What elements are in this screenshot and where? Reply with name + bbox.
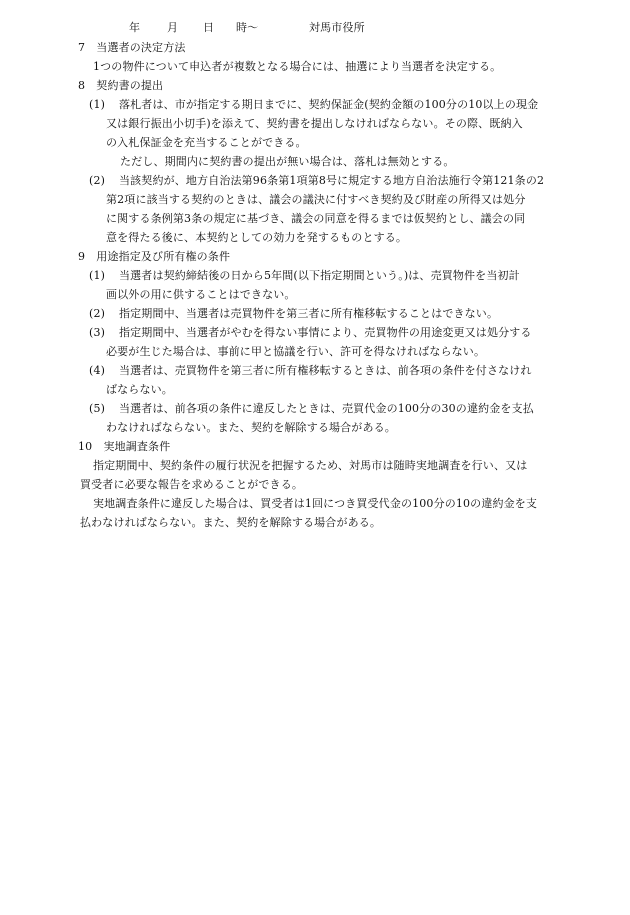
section-8-item-1-number: (1)	[89, 98, 106, 111]
section-9-item-1-line-1: 当選者は契約締結後の日から5年間(以下指定期間という。)は、売買物件を当初計	[119, 269, 520, 282]
section-9-item-2-number: (2)	[89, 307, 106, 320]
section-8-item-1-line-4: ただし、期間内に契約書の提出が無い場合は、落札は無効とする。	[120, 155, 455, 168]
section-9-item-1-number: (1)	[89, 269, 106, 282]
section-10-paragraph-1-line-2: 買受者に必要な報告を求めることができる。	[80, 478, 303, 491]
section-9-heading: 9 用途指定及び所有権の条件	[78, 250, 231, 263]
section-9-item-5-number: (5)	[89, 402, 106, 415]
section-9-item-5-line-2: わなければならない。また、契約を解除する場合がある。	[106, 421, 396, 434]
header-month: 月	[167, 21, 179, 34]
section-8-item-2-line-2: 第2項に該当する契約のときは、議会の議決に付すべき契約及び財産の所得又は処分	[106, 193, 526, 206]
section-10-heading: 10 実地調査条件	[78, 440, 171, 453]
section-9-item-3-number: (3)	[89, 326, 106, 339]
header-hour: 時〜	[236, 21, 259, 34]
section-9-item-4-line-2: ばならない。	[106, 383, 173, 396]
section-9-item-3-line-2: 必要が生じた場合は、事前に甲と協議を行い、許可を得なければならない。	[106, 345, 486, 358]
section-7-text: 1つの物件について申込者が複数となる場合には、抽選により当選者を決定する。	[93, 60, 502, 73]
section-9-item-4-line-1: 当選者は、売買物件を第三者に所有権移転するときは、前各項の条件を付さなけれ	[119, 364, 532, 377]
section-9-item-2-line-1: 指定期間中、当選者は売買物件を第三者に所有権移転することはできない。	[119, 307, 499, 320]
header-year: 年	[129, 21, 141, 34]
section-9-item-5-line-1: 当選者は、前各項の条件に違反したときは、売買代金の100分の30の違約金を支払	[119, 402, 534, 415]
section-8-item-2-line-3: に関する条例第3条の規定に基づき、議会の同意を得るまでは仮契約とし、議会の同	[106, 212, 526, 225]
section-9-item-4-number: (4)	[89, 364, 106, 377]
section-8-heading: 8 契約書の提出	[78, 79, 164, 92]
section-8-item-1-line-3: の入札保証金を充当することができる。	[106, 136, 307, 149]
section-8-item-2-number: (2)	[89, 174, 106, 187]
section-8-item-1-line-1: 落札者は、市が指定する期日までに、契約保証金(契約金額の100分の10以上の現金	[119, 98, 539, 111]
header-day: 日	[203, 21, 215, 34]
section-9-item-1-line-2: 画以外の用に供することはできない。	[106, 288, 296, 301]
section-8-item-2-line-1: 当該契約が、地方自治法第96条第1項第8号に規定する地方自治法施行令第121条の2	[119, 174, 545, 187]
section-10-paragraph-2-line-2: 払わなければならない。また、契約を解除する場合がある。	[80, 516, 382, 529]
section-7-heading: 7 当選者の決定方法	[78, 41, 186, 54]
section-8-item-2-line-4: 意を得たる後に、本契約としての効力を発するものとする。	[106, 231, 408, 244]
header-office: 対馬市役所	[309, 21, 365, 34]
section-10-paragraph-2-line-1: 実地調査条件に違反した場合は、買受者は1回につき買受代金の100分の10の違約金を支	[93, 497, 538, 510]
section-9-item-3-line-1: 指定期間中、当選者がやむを得ない事情により、売買物件の用途変更又は処分する	[119, 326, 532, 339]
section-10-paragraph-1-line-1: 指定期間中、契約条件の履行状況を把握するため、対馬市は随時実地調査を行い、又は	[93, 459, 528, 472]
section-8-item-1-line-2: 又は銀行振出小切手)を添えて、契約書を提出しなければならない。その際、既納入	[106, 117, 523, 130]
